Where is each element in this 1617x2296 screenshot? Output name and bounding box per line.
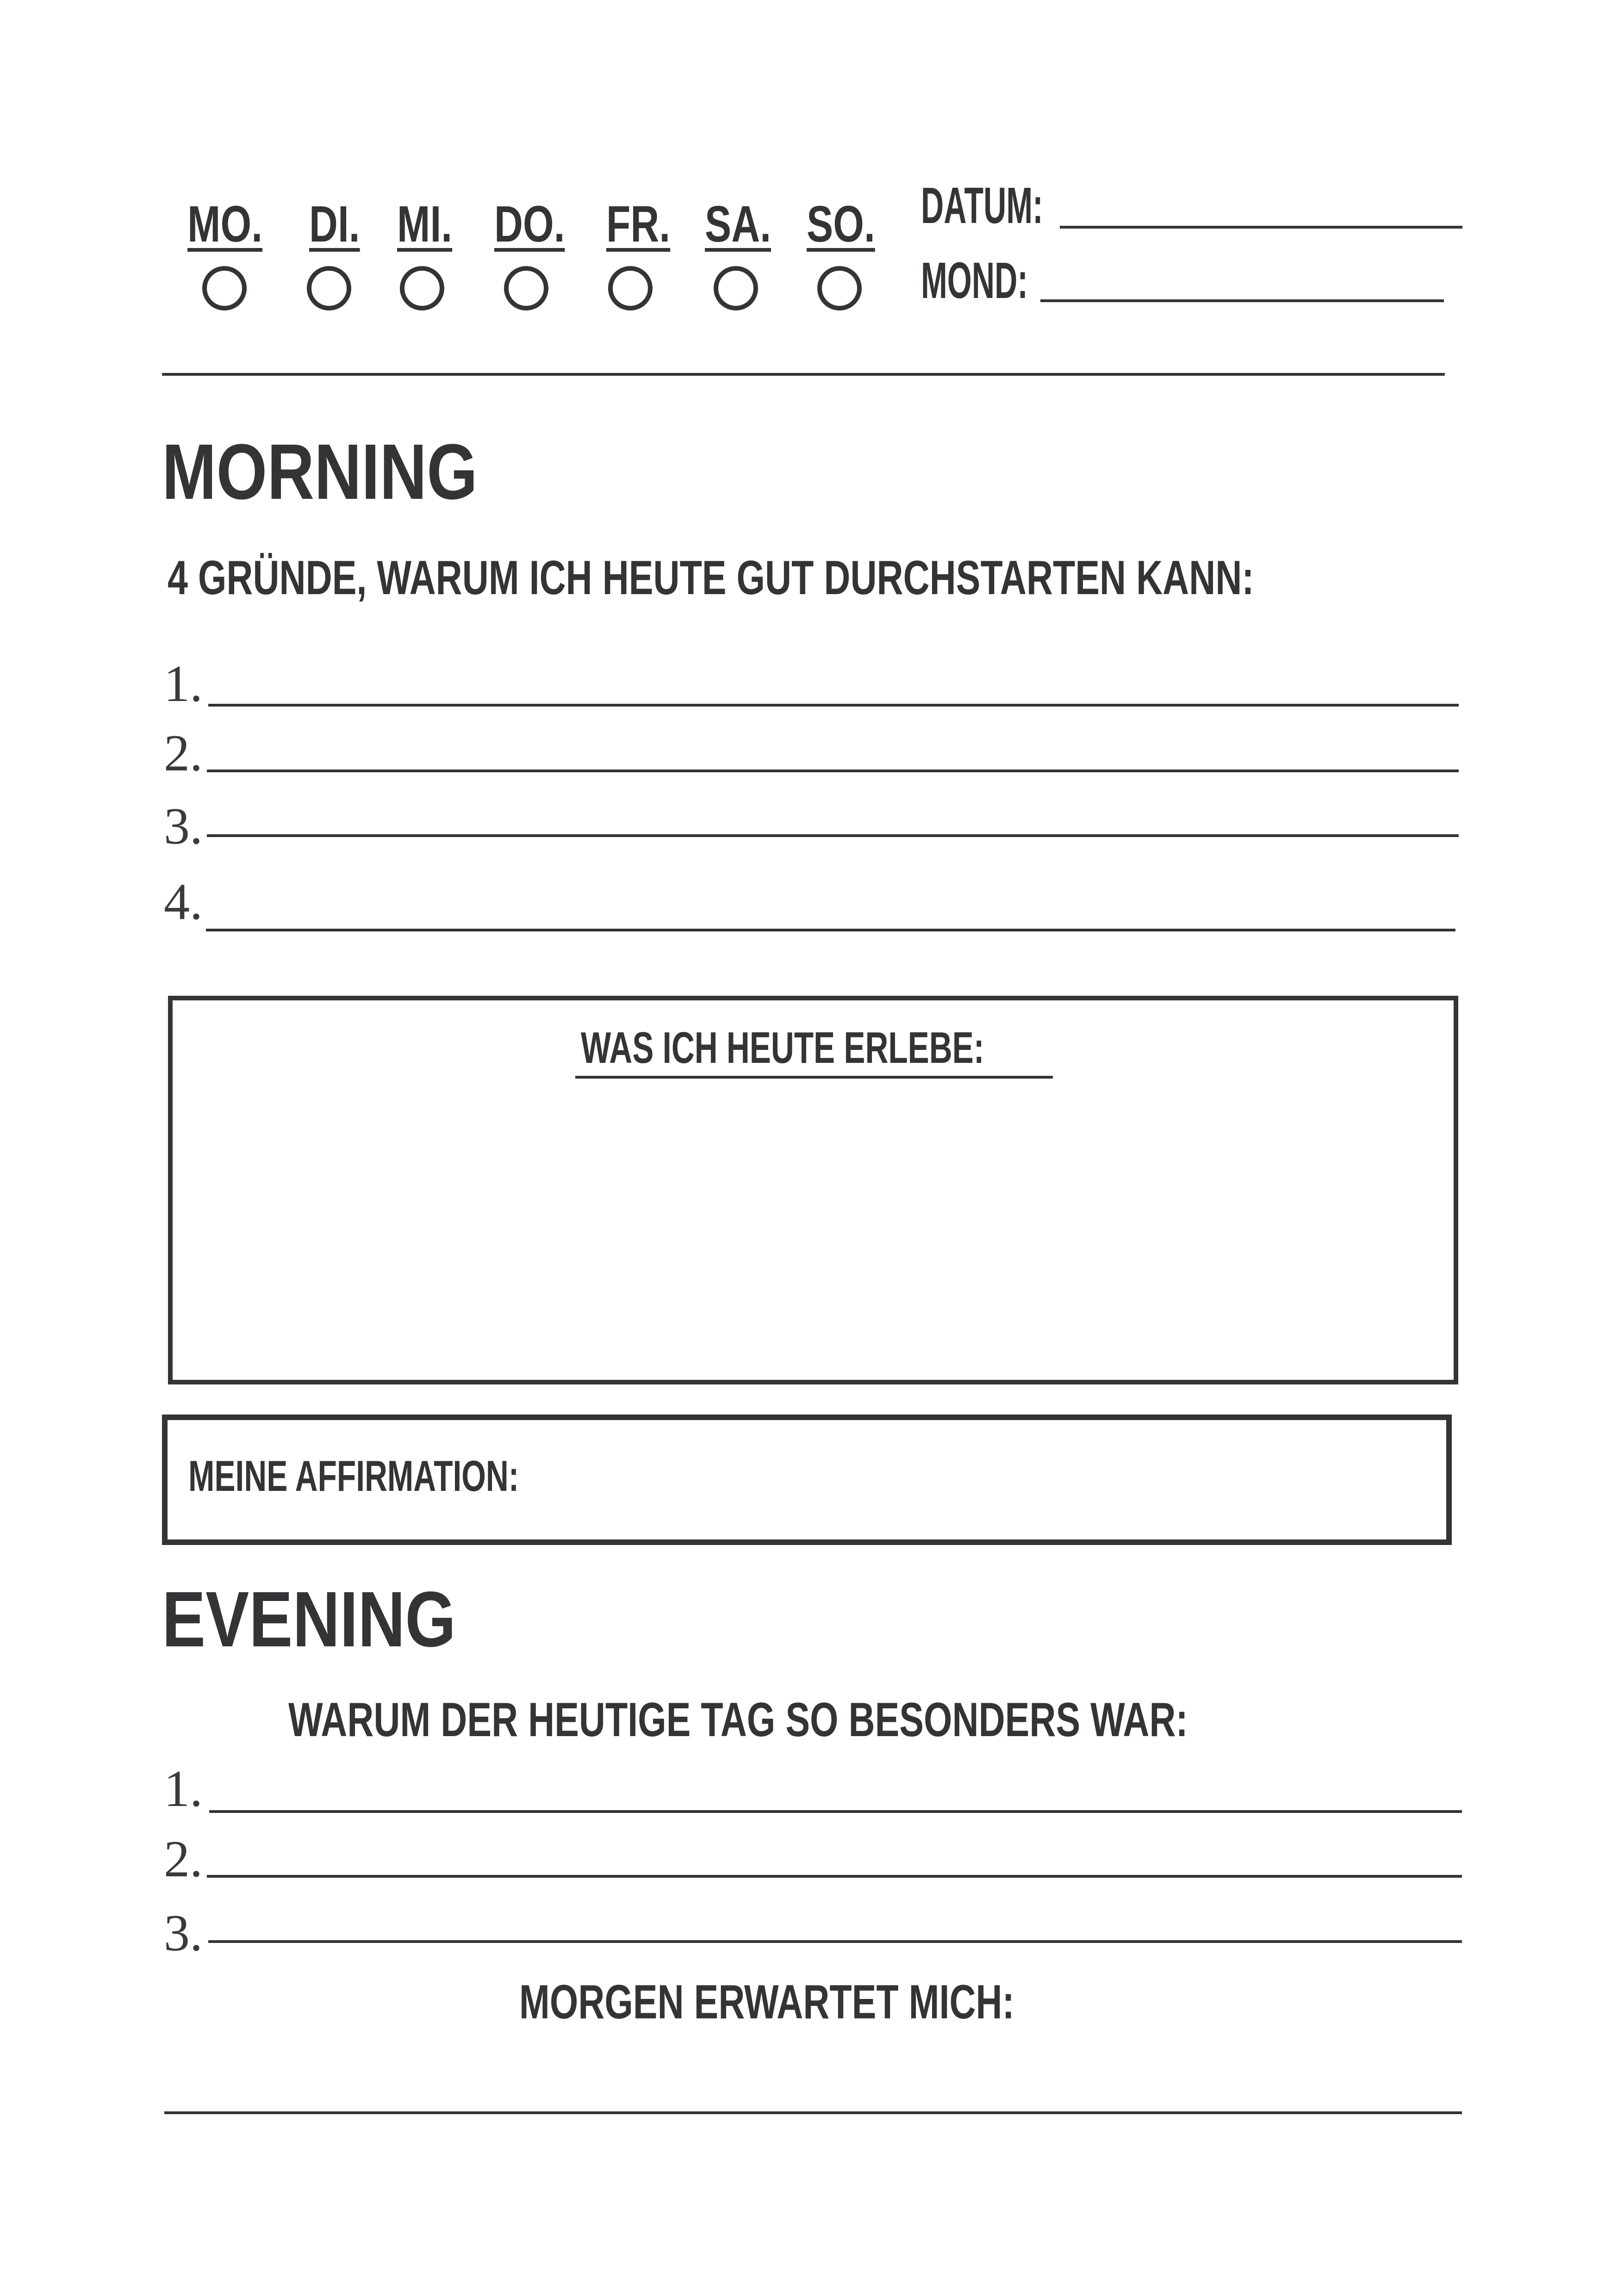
evening-title: EVENING	[162, 1576, 456, 1663]
header-divider	[162, 373, 1445, 376]
day-label-so: SO.	[807, 196, 875, 253]
day-checkbox-di[interactable]	[307, 266, 351, 310]
mond-field[interactable]	[1040, 299, 1444, 302]
mond-label: MOND:	[921, 252, 1028, 309]
day-checkbox-mo[interactable]	[202, 266, 247, 310]
day-checkbox-sa[interactable]	[714, 266, 758, 310]
morning-item-number-1: 1.	[164, 655, 203, 713]
evening-item-line-3[interactable]	[208, 1940, 1462, 1943]
evening-subtitle: WARUM DER HEUTIGE TAG SO BESONDERS WAR:	[288, 1693, 1188, 1747]
day-checkbox-mi[interactable]	[400, 266, 444, 310]
datum-label: DATUM:	[921, 177, 1043, 234]
evening-item-number-2: 2.	[164, 1831, 203, 1888]
day-label-di: DI.	[309, 196, 360, 253]
evening-item-number-1: 1.	[164, 1760, 203, 1818]
day-checkbox-fr[interactable]	[608, 266, 653, 310]
morning-item-line-1[interactable]	[208, 704, 1459, 707]
affirmation-label: MEINE AFFIRMATION:	[188, 1452, 519, 1500]
evening-item-line-2[interactable]	[207, 1875, 1462, 1878]
datum-field[interactable]	[1060, 226, 1462, 229]
day-checkbox-do[interactable]	[504, 266, 548, 310]
day-label-mo: MO.	[187, 196, 263, 253]
experience-box-title: WAS ICH HEUTE ERLEBE:	[581, 1023, 984, 1073]
morning-item-number-4: 4.	[164, 873, 203, 931]
day-checkbox-so[interactable]	[817, 266, 862, 310]
tomorrow-label: MORGEN ERWARTET MICH:	[519, 1975, 1014, 2029]
day-label-mi: MI.	[397, 196, 453, 253]
morning-item-line-3[interactable]	[207, 834, 1459, 837]
morning-item-line-2[interactable]	[207, 769, 1459, 772]
tomorrow-line[interactable]	[164, 2111, 1462, 2114]
day-label-do: DO.	[494, 196, 565, 253]
morning-item-number-3: 3.	[164, 798, 203, 855]
day-label-sa: SA.	[705, 196, 771, 253]
experience-box-title-underline	[575, 1076, 1053, 1079]
day-label-fr: FR.	[606, 196, 671, 253]
evening-item-number-3: 3.	[164, 1905, 203, 1962]
morning-title: MORNING	[162, 428, 478, 516]
morning-item-line-4[interactable]	[206, 929, 1455, 931]
morning-subtitle: 4 GRÜNDE, WARUM ICH HEUTE GUT DURCHSTARTEN KANN:	[168, 551, 1254, 605]
evening-item-line-1[interactable]	[209, 1810, 1462, 1813]
morning-item-number-2: 2.	[164, 725, 203, 782]
